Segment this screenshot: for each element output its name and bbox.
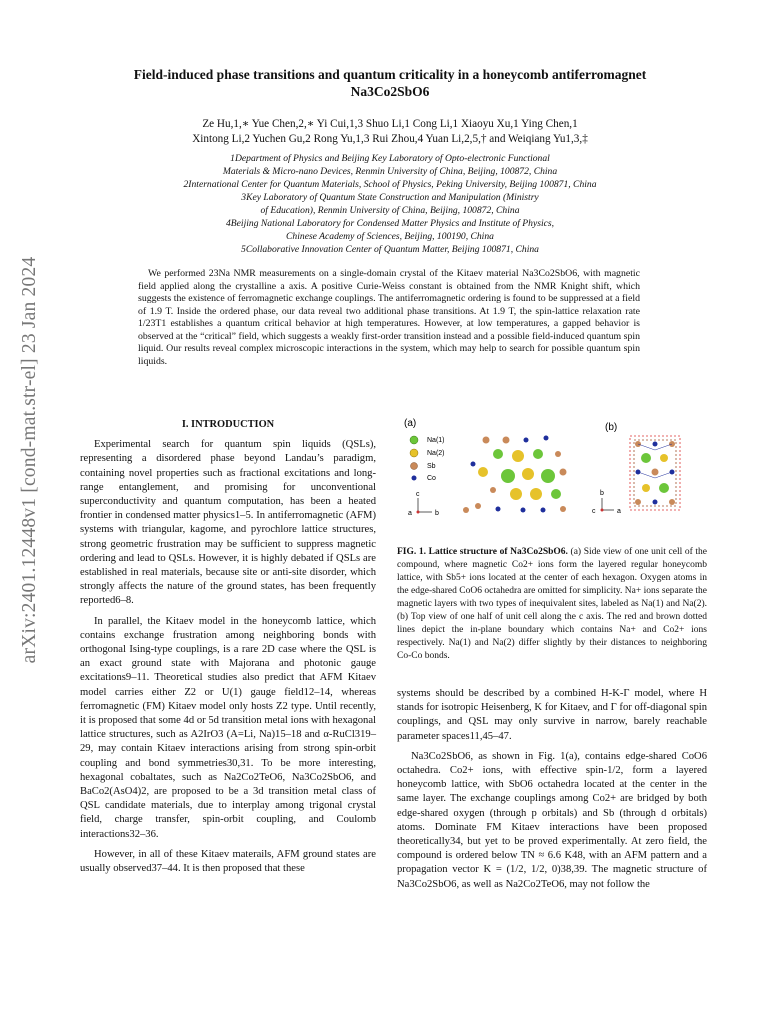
affiliations	[110, 152, 670, 256]
legend-label: Sb	[427, 463, 436, 470]
affiliation-line: 4Beijing National Laboratory for Condensed Matter Physics and Institute of Physics,	[225, 218, 555, 229]
figure-legend	[410, 436, 445, 482]
side-view-lattice	[463, 436, 567, 514]
axis-label: a	[617, 508, 621, 515]
arxiv-id: arXiv:2401.12448v1 [cond-mat.str-el] 23 Jan 2024	[19, 256, 40, 664]
axis-label: c	[416, 491, 420, 498]
body-paragraph: However, in all of these Kitaev materails, AFM ground states are usually observed37–44. It is then proposed that these	[80, 848, 376, 875]
top-view-lattice	[630, 436, 680, 510]
body-paragraph: systems should be described by a combined H-K-Γ model, where H stands for isotropic Heisenberg, K for Kitaev, and Γ for off-diagonal spin couplings, and QSL may only survive in narrow, barely reachable parameter spaces11,45–47.	[397, 688, 707, 742]
figure-caption	[397, 546, 707, 663]
author-list	[110, 117, 670, 147]
left-column	[80, 418, 376, 882]
axes-indicator-b	[601, 498, 615, 512]
lattice-figure	[398, 414, 708, 524]
legend-label: Na(2)	[427, 450, 445, 457]
body-paragraph: Na3Co2SbO6, as shown in Fig. 1(a), contains edge-shared CoO6 octahedra. Co2+ ions, with effective spin-1/2, form a layered honeycomb lattice, with SbO6 octahedra located at the center in the same layer. The exchange couplings among Co2+ are bridged by both edge-shared oxygen (through p orbitals) and Sb (through d orbitals) atoms. Dominate FM Kitaev interactions have been proposed theoretically34, but yet to be proved experimentally. At zero field, the compound is ordered below TN ≈ 6.6 K48, with an AFM pattern and a propagation vector K = (1/2, 1/2, 0)38,39. The magnetic structure of Na3Co2SbO6, as well as Na2Co2TeO6, may not follow the	[397, 750, 707, 890]
legend-label: Co	[427, 475, 436, 482]
panel-label-b: (b)	[605, 422, 618, 433]
legend-label: Na(1)	[427, 437, 445, 444]
paper-title	[90, 66, 690, 100]
figure-1	[398, 414, 708, 524]
body-paragraph: Experimental search for quantum spin liquids (QSLs), representing a disordered phase beyond Landau’s paradigm, containing novel properties such as fractional excitations and long-range entanglement, and promising for unconventional superconductivity and quantum computation, has been a heated frontier in condensed matter physics1–5. In antiferromagnetic (AFM) systems with triangular, kagome, and pyrochlore lattice structures, strong geometric frustration may be sufficient to suppress magnetic ordering and lead to QSLs. However, it is highly debated if QSLs are established in real materials, because site or anti-site disorder, which strongly affects the nature of the ground states, has been frequently reported6–8.	[80, 439, 376, 607]
arxiv-stamp	[10, 250, 50, 670]
authors-line-1: Ze Hu,1,∗ Yue Chen,2,∗ Yi Cui,1,3 Shuo Li,1 Cong Li,1 Xiaoyu Xu,1 Ying Chen,1	[202, 118, 578, 130]
affiliation-line: 5Collaborative Innovation Center of Quantum Matter, Beijing 100871, China	[241, 244, 539, 255]
panel-label-a: (a)	[404, 418, 417, 429]
axis-label: b	[600, 490, 604, 497]
caption-body: (a) Side view of one unit cell of the compound, where magnetic Co2+ ions form the layered regular honeycomb lattice, with Sb5+ ions located at the center of each hexagon. Oxygen atoms in the edge-shared CoO6 octahedra are omitted for simplicity. Na+ ions separate the magnetic layers with two types of inequivalent sites, labeled as Na(1) and Na(2). (b) Top view of one half of unit cell along the c axis. The red and brown dotted lines depict the in-plane boundary which contains Na+ and Co2+ ions respectively. Na(1) and Na(2) differ slightly by their distances to neighboring Co-Co bonds.	[397, 547, 707, 661]
affiliation-line: Chinese Academy of Sciences, Beijing, 100190, China	[286, 231, 494, 242]
affiliation-line: of Education), Renmin University of China, Beijing, 100872, China	[260, 205, 520, 216]
right-column	[397, 687, 707, 898]
affiliation-line: Materials & Micro-nano Devices, Renmin University of China, Beijing, 100872, China	[222, 166, 558, 177]
axis-label: a	[408, 510, 412, 517]
body-paragraph: In parallel, the Kitaev model in the honeycomb lattice, which contains exchange frustration among neighboring bonds with orthogonal Ising-type couplings, is a rare 2D case where the QSL is an exact ground state with Majorana and photonic gauge excitations9–11. Theoretical studies also predict that AFM Kitaev model carries either Z2 or U(1) gauge field12–14, whereas ferromagnetic (FM) Kitaev model only hosts Z2 type. Until recently, it is proposed that some 4d or 5d transition metal ions with hexagonal lattice structures, such as A2IrO3 (A=Li, Na)15–18 and α-RuCl319–29, may contain Kitaev interactions arising from strong spin-orbit coupling and bond symmetries30,31. To be more interesting, hexagonal cobaltates, such as Na2Co2TeO6, Na3Co2SbO6, and BaCo2(AsO4)2, are proposed to be a 3d transition metal class of QSL candidate materials, due to interplay among trigonal crystal field, charge transfer, spin-orbit coupling, and Coulomb interactions32–36.	[80, 615, 376, 840]
affiliation-line: 1Department of Physics and Beijing Key Laboratory of Opto-electronic Functional	[230, 153, 550, 164]
axes-indicator-a	[417, 498, 433, 514]
legend-marker-na1	[410, 436, 418, 444]
affiliation-line: 2International Center for Quantum Materials, School of Physics, Peking University, Beijing 100871, China	[183, 179, 597, 190]
title-line-1: Field-induced phase transitions and quantum criticality in a honeycomb antiferromagnet	[133, 67, 647, 82]
section-heading: I. INTRODUCTION	[181, 419, 275, 430]
legend-marker-co	[412, 476, 417, 481]
affiliation-line: 3Key Laboratory of Quantum State Construction and Manipulation (Ministry	[241, 192, 539, 203]
legend-marker-na2	[410, 449, 418, 457]
legend-marker-sb	[411, 463, 418, 470]
axis-label: b	[435, 510, 439, 517]
abstract: We performed 23Na NMR measurements on a single-domain crystal of the Kitaev material Na3Co2SbO6, with magnetic field applied along the crystalline a axis. A positive Curie-Weiss constant is obtained from the NMR Knight shift, which suggests the existence of ferromagnetic exchange couplings. The antiferromagnetic ordering is found to be suppressed at a field of 1.9 T. Inside the ordered phase, our data reveal two additional phase transitions. At 1.9 T, the spin-lattice relaxation rate 1/23T1 establishes a quantum critical behavior at high temperatures. However, at low temperatures, a gapped behavior is observed at the “critical” field, which suggests a weakly first-order transition instead and a possible field-induced quantum spin liquid. Our results reveal complex microscopic interactions in the system, which may help to search for possible quantum spin liquids.	[138, 268, 640, 367]
title-line-2: Na3Co2SbO6	[350, 84, 430, 99]
authors-line-2: Xintong Li,2 Yuchen Gu,2 Rong Yu,1,3 Rui Zhou,4 Yuan Li,2,5,† and Weiqiang Yu1,3,‡	[192, 133, 588, 145]
axis-label: c	[592, 508, 596, 515]
caption-head: FIG. 1. Lattice structure of Na3Co2SbO6.	[397, 547, 568, 557]
